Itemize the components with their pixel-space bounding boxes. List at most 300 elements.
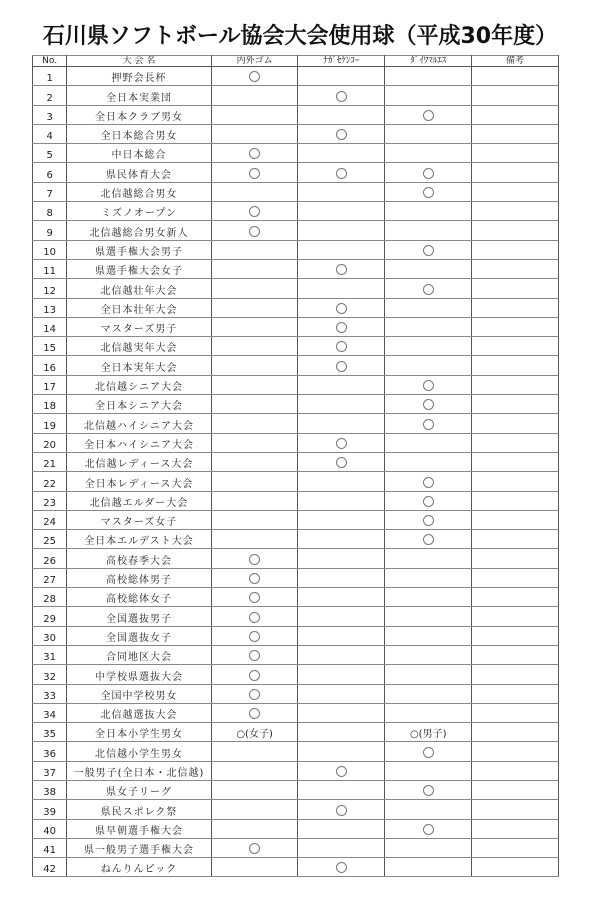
daiwa-maruesu-mark <box>385 86 472 105</box>
tournament-name: 県一般男子選手権大会 <box>67 838 211 857</box>
table-row <box>33 337 559 356</box>
circle-mark-icon <box>249 708 260 719</box>
naigai-gomu-mark <box>211 163 298 182</box>
nagase-kenko-mark <box>298 761 385 780</box>
row-number: 8 <box>33 202 67 221</box>
row-number: 7 <box>33 182 67 201</box>
table-row <box>33 182 559 201</box>
remarks-cell <box>472 491 559 510</box>
remarks-cell <box>472 317 559 336</box>
naigai-gomu-mark <box>211 491 298 510</box>
circle-mark-icon <box>249 843 260 854</box>
naigai-gomu-mark <box>211 568 298 587</box>
tournament-name: 全日本レディース大会 <box>67 472 211 491</box>
circle-mark-icon <box>336 361 347 372</box>
daiwa-maruesu-mark <box>385 761 472 780</box>
table-row <box>33 472 559 491</box>
circle-mark-icon <box>336 341 347 352</box>
table-row <box>33 105 559 124</box>
row-number: 38 <box>33 780 67 799</box>
nagase-kenko-mark <box>298 433 385 452</box>
circle-mark-icon <box>336 91 347 102</box>
remarks-cell <box>472 259 559 278</box>
tournament-name: 全日本実年大会 <box>67 356 211 375</box>
table-row <box>33 858 559 877</box>
table-row <box>33 568 559 587</box>
naigai-gomu-mark <box>211 279 298 298</box>
daiwa-maruesu-mark: ○(男子) <box>385 723 472 742</box>
nagase-kenko-mark <box>298 317 385 336</box>
remarks-cell <box>472 838 559 857</box>
circle-mark-icon <box>249 71 260 82</box>
table-row <box>33 645 559 664</box>
daiwa-maruesu-mark <box>385 414 472 433</box>
daiwa-maruesu-mark <box>385 221 472 240</box>
remarks-cell <box>472 124 559 143</box>
nagase-kenko-mark <box>298 395 385 414</box>
daiwa-maruesu-mark <box>385 202 472 221</box>
daiwa-maruesu-mark <box>385 298 472 317</box>
table-row <box>33 414 559 433</box>
daiwa-maruesu-mark <box>385 491 472 510</box>
row-number: 27 <box>33 568 67 587</box>
table-row <box>33 163 559 182</box>
naigai-gomu-mark <box>211 202 298 221</box>
table-row <box>33 838 559 857</box>
tournament-name: 北信越実年大会 <box>67 337 211 356</box>
table-row <box>33 240 559 259</box>
remarks-cell <box>472 182 559 201</box>
nagase-kenko-mark <box>298 472 385 491</box>
row-number: 14 <box>33 317 67 336</box>
naigai-gomu-mark <box>211 337 298 356</box>
row-number: 24 <box>33 510 67 529</box>
row-number: 4 <box>33 124 67 143</box>
daiwa-maruesu-mark <box>385 780 472 799</box>
remarks-cell <box>472 723 559 742</box>
table-row <box>33 588 559 607</box>
row-number: 17 <box>33 375 67 394</box>
daiwa-maruesu-mark <box>385 182 472 201</box>
tournament-name: 一般男子(全日本・北信越) <box>67 761 211 780</box>
daiwa-maruesu-mark <box>385 568 472 587</box>
tournament-name: ミズノオープン <box>67 202 211 221</box>
naigai-gomu-mark <box>211 414 298 433</box>
row-number: 11 <box>33 259 67 278</box>
remarks-cell <box>472 549 559 568</box>
nagase-kenko-mark <box>298 86 385 105</box>
remarks-cell <box>472 742 559 761</box>
nagase-kenko-mark <box>298 163 385 182</box>
naigai-gomu-mark <box>211 761 298 780</box>
tournament-name: 全日本実業団 <box>67 86 211 105</box>
nagase-kenko-mark <box>298 780 385 799</box>
row-number: 20 <box>33 433 67 452</box>
nagase-kenko-mark <box>298 202 385 221</box>
daiwa-maruesu-mark <box>385 800 472 819</box>
table-row <box>33 452 559 471</box>
daiwa-maruesu-mark <box>385 588 472 607</box>
table-row <box>33 491 559 510</box>
naigai-gomu-mark <box>211 607 298 626</box>
table-row <box>33 626 559 645</box>
tournament-name: マスターズ女子 <box>67 510 211 529</box>
naigai-gomu-mark <box>211 645 298 664</box>
remarks-cell <box>472 530 559 549</box>
tournament-name: 全日本小学生男女 <box>67 723 211 742</box>
circle-mark-icon <box>423 245 434 256</box>
remarks-cell <box>472 375 559 394</box>
circle-mark-icon <box>423 496 434 507</box>
table-body <box>33 67 559 877</box>
remarks-cell <box>472 665 559 684</box>
tournament-name: 押野会長杯 <box>67 67 211 86</box>
daiwa-maruesu-mark <box>385 375 472 394</box>
naigai-gomu-mark <box>211 549 298 568</box>
daiwa-maruesu-mark <box>385 665 472 684</box>
nagase-kenko-mark <box>298 838 385 857</box>
daiwa-maruesu-mark <box>385 144 472 163</box>
circle-mark-icon <box>336 457 347 468</box>
tournament-name: 北信越エルダー大会 <box>67 491 211 510</box>
remarks-cell <box>472 510 559 529</box>
tournament-name: 北信越選抜大会 <box>67 703 211 722</box>
tournament-name: 全日本シニア大会 <box>67 395 211 414</box>
table-row <box>33 549 559 568</box>
naigai-gomu-mark <box>211 684 298 703</box>
row-number: 19 <box>33 414 67 433</box>
row-number: 42 <box>33 858 67 877</box>
naigai-gomu-mark <box>211 819 298 838</box>
naigai-gomu-mark <box>211 510 298 529</box>
nagase-kenko-mark <box>298 356 385 375</box>
row-number: 36 <box>33 742 67 761</box>
nagase-kenko-mark <box>298 607 385 626</box>
tournament-name: 北信越レディース大会 <box>67 452 211 471</box>
remarks-cell <box>472 163 559 182</box>
remarks-cell <box>472 568 559 587</box>
table-row <box>33 607 559 626</box>
nagase-kenko-mark <box>298 375 385 394</box>
circle-mark-icon <box>249 689 260 700</box>
table-row <box>33 665 559 684</box>
table-row <box>33 259 559 278</box>
nagase-kenko-mark <box>298 549 385 568</box>
row-number: 40 <box>33 819 67 838</box>
remarks-cell <box>472 761 559 780</box>
naigai-gomu-mark <box>211 780 298 799</box>
daiwa-maruesu-mark <box>385 645 472 664</box>
table-row <box>33 375 559 394</box>
remarks-cell <box>472 221 559 240</box>
row-number: 23 <box>33 491 67 510</box>
tournament-name: 県早朝選手権大会 <box>67 819 211 838</box>
tournament-name: 全日本エルデスト大会 <box>67 530 211 549</box>
table-row <box>33 124 559 143</box>
row-number: 10 <box>33 240 67 259</box>
row-number: 2 <box>33 86 67 105</box>
circle-mark-icon <box>249 168 260 179</box>
daiwa-maruesu-mark <box>385 703 472 722</box>
circle-mark-icon <box>336 438 347 449</box>
daiwa-maruesu-mark <box>385 530 472 549</box>
remarks-cell <box>472 626 559 645</box>
circle-mark-icon <box>249 226 260 237</box>
row-number: 28 <box>33 588 67 607</box>
row-number: 6 <box>33 163 67 182</box>
naigai-gomu-mark <box>211 317 298 336</box>
row-number: 30 <box>33 626 67 645</box>
table-header-row <box>33 56 559 67</box>
row-number: 15 <box>33 337 67 356</box>
row-number: 1 <box>33 67 67 86</box>
naigai-gomu-mark <box>211 105 298 124</box>
naigai-gomu-mark <box>211 240 298 259</box>
remarks-cell <box>472 298 559 317</box>
daiwa-maruesu-mark <box>385 838 472 857</box>
naigai-gomu-mark <box>211 356 298 375</box>
naigai-gomu-mark <box>211 221 298 240</box>
circle-mark-icon <box>249 670 260 681</box>
tournament-name: 県民体育大会 <box>67 163 211 182</box>
daiwa-maruesu-mark <box>385 259 472 278</box>
nagase-kenko-mark <box>298 337 385 356</box>
daiwa-maruesu-mark <box>385 67 472 86</box>
nagase-kenko-mark <box>298 259 385 278</box>
row-number: 39 <box>33 800 67 819</box>
table-row <box>33 742 559 761</box>
naigai-gomu-mark <box>211 433 298 452</box>
nagase-kenko-mark <box>298 742 385 761</box>
circle-mark-icon <box>423 747 434 758</box>
daiwa-maruesu-mark <box>385 549 472 568</box>
circle-mark-icon <box>249 631 260 642</box>
circle-mark-icon <box>423 534 434 545</box>
nagase-kenko-mark <box>298 124 385 143</box>
row-number: 18 <box>33 395 67 414</box>
remarks-cell <box>472 337 559 356</box>
daiwa-maruesu-mark <box>385 472 472 491</box>
tournament-name: 中学校県選抜大会 <box>67 665 211 684</box>
row-number: 3 <box>33 105 67 124</box>
table-row <box>33 298 559 317</box>
tournament-name: 県選手権大会女子 <box>67 259 211 278</box>
circle-mark-icon <box>249 650 260 661</box>
tournament-name: 全国選抜男子 <box>67 607 211 626</box>
remarks-cell <box>472 819 559 838</box>
naigai-gomu-mark <box>211 742 298 761</box>
circle-mark-icon <box>423 399 434 410</box>
table-row <box>33 86 559 105</box>
row-number: 41 <box>33 838 67 857</box>
daiwa-maruesu-mark <box>385 240 472 259</box>
nagase-kenko-mark <box>298 800 385 819</box>
document-title: 石川県ソフトボール協会大会使用球（平成30年度） <box>42 24 558 49</box>
tournament-name: 高校春季大会 <box>67 549 211 568</box>
circle-mark-icon <box>249 612 260 623</box>
nagase-kenko-mark <box>298 510 385 529</box>
remarks-cell <box>472 684 559 703</box>
circle-mark-icon <box>423 515 434 526</box>
circle-mark-icon <box>423 419 434 430</box>
naigai-gomu-mark <box>211 395 298 414</box>
table-row <box>33 819 559 838</box>
tournament-name: 合同地区大会 <box>67 645 211 664</box>
header-tournament-name: 大 会 名 <box>67 56 211 67</box>
row-number: 21 <box>33 452 67 471</box>
nagase-kenko-mark <box>298 684 385 703</box>
circle-mark-icon <box>423 824 434 835</box>
nagase-kenko-mark <box>298 626 385 645</box>
row-number: 31 <box>33 645 67 664</box>
tournament-name: 北信越壮年大会 <box>67 279 211 298</box>
daiwa-maruesu-mark <box>385 337 472 356</box>
naigai-gomu-mark <box>211 86 298 105</box>
nagase-kenko-mark <box>298 723 385 742</box>
remarks-cell <box>472 105 559 124</box>
circle-mark-icon <box>423 380 434 391</box>
row-number: 33 <box>33 684 67 703</box>
table-row <box>33 395 559 414</box>
table-row <box>33 317 559 336</box>
circle-mark-icon <box>336 766 347 777</box>
tournament-name: 中日本総合 <box>67 144 211 163</box>
nagase-kenko-mark <box>298 665 385 684</box>
remarks-cell <box>472 703 559 722</box>
daiwa-maruesu-mark <box>385 607 472 626</box>
remarks-cell <box>472 607 559 626</box>
tournament-name: 北信越ハイシニア大会 <box>67 414 211 433</box>
daiwa-maruesu-mark <box>385 395 472 414</box>
daiwa-maruesu-mark <box>385 124 472 143</box>
nagase-kenko-mark <box>298 279 385 298</box>
tournament-name: 全国選抜女子 <box>67 626 211 645</box>
table-row <box>33 433 559 452</box>
tournament-name: 全日本クラブ男女 <box>67 105 211 124</box>
table-row <box>33 356 559 375</box>
nagase-kenko-mark <box>298 819 385 838</box>
row-number: 29 <box>33 607 67 626</box>
naigai-gomu-mark <box>211 298 298 317</box>
remarks-cell <box>472 588 559 607</box>
nagase-kenko-mark <box>298 491 385 510</box>
circle-mark-icon <box>423 284 434 295</box>
header-no: No. <box>33 56 67 67</box>
nagase-kenko-mark <box>298 530 385 549</box>
nagase-kenko-mark <box>298 240 385 259</box>
circle-mark-icon <box>249 148 260 159</box>
row-number: 16 <box>33 356 67 375</box>
circle-mark-icon <box>249 554 260 565</box>
daiwa-maruesu-mark <box>385 626 472 645</box>
daiwa-maruesu-mark <box>385 819 472 838</box>
tournament-name: 北信越小学生男女 <box>67 742 211 761</box>
row-number: 37 <box>33 761 67 780</box>
daiwa-maruesu-mark <box>385 452 472 471</box>
circle-mark-icon <box>336 862 347 873</box>
tournament-name: 全国中学校男女 <box>67 684 211 703</box>
remarks-cell <box>472 395 559 414</box>
daiwa-maruesu-mark <box>385 356 472 375</box>
circle-mark-icon <box>249 592 260 603</box>
tournament-name: 県女子リーグ <box>67 780 211 799</box>
naigai-gomu-mark <box>211 144 298 163</box>
naigai-gomu-mark <box>211 67 298 86</box>
remarks-cell <box>472 472 559 491</box>
nagase-kenko-mark <box>298 298 385 317</box>
tournament-name: 高校総体男子 <box>67 568 211 587</box>
remarks-cell <box>472 67 559 86</box>
naigai-gomu-mark <box>211 703 298 722</box>
remarks-cell <box>472 86 559 105</box>
nagase-kenko-mark <box>298 144 385 163</box>
daiwa-maruesu-mark <box>385 433 472 452</box>
table-row <box>33 761 559 780</box>
circle-mark-icon <box>423 187 434 198</box>
naigai-gomu-mark <box>211 838 298 857</box>
naigai-gomu-mark <box>211 182 298 201</box>
table-row <box>33 780 559 799</box>
tournament-name: 県選手権大会男子 <box>67 240 211 259</box>
daiwa-maruesu-mark <box>385 279 472 298</box>
circle-mark-icon <box>423 110 434 121</box>
table-row <box>33 703 559 722</box>
header-nagase-kenko: ﾅｶﾞｾｹﾝｺｰ <box>298 56 385 67</box>
nagase-kenko-mark <box>298 452 385 471</box>
nagase-kenko-mark <box>298 67 385 86</box>
naigai-gomu-mark <box>211 452 298 471</box>
daiwa-maruesu-mark <box>385 163 472 182</box>
remarks-cell <box>472 858 559 877</box>
remarks-cell <box>472 452 559 471</box>
table-row <box>33 800 559 819</box>
table-row <box>33 279 559 298</box>
naigai-gomu-mark <box>211 858 298 877</box>
remarks-cell <box>472 279 559 298</box>
daiwa-maruesu-mark <box>385 858 472 877</box>
remarks-cell <box>472 414 559 433</box>
row-number: 13 <box>33 298 67 317</box>
remarks-cell <box>472 780 559 799</box>
row-number: 9 <box>33 221 67 240</box>
circle-mark-icon <box>336 264 347 275</box>
circle-mark-icon <box>336 805 347 816</box>
remarks-cell <box>472 800 559 819</box>
tournament-name: 北信越総合男女 <box>67 182 211 201</box>
row-number: 26 <box>33 549 67 568</box>
circle-mark-icon <box>336 168 347 179</box>
row-number: 34 <box>33 703 67 722</box>
tournament-name: ねんりんピック <box>67 858 211 877</box>
nagase-kenko-mark <box>298 105 385 124</box>
row-number: 35 <box>33 723 67 742</box>
table-row <box>33 144 559 163</box>
daiwa-maruesu-mark <box>385 317 472 336</box>
table-row <box>33 221 559 240</box>
remarks-cell <box>472 240 559 259</box>
circle-mark-icon <box>336 129 347 140</box>
tournament-name: 全日本壮年大会 <box>67 298 211 317</box>
circle-mark-icon <box>336 322 347 333</box>
remarks-cell <box>472 433 559 452</box>
remarks-cell <box>472 202 559 221</box>
row-number: 22 <box>33 472 67 491</box>
tournament-name: 北信越シニア大会 <box>67 375 211 394</box>
tournament-name: マスターズ男子 <box>67 317 211 336</box>
header-naigai-gomu: 内外ゴム <box>211 56 298 67</box>
row-number: 5 <box>33 144 67 163</box>
nagase-kenko-mark <box>298 414 385 433</box>
